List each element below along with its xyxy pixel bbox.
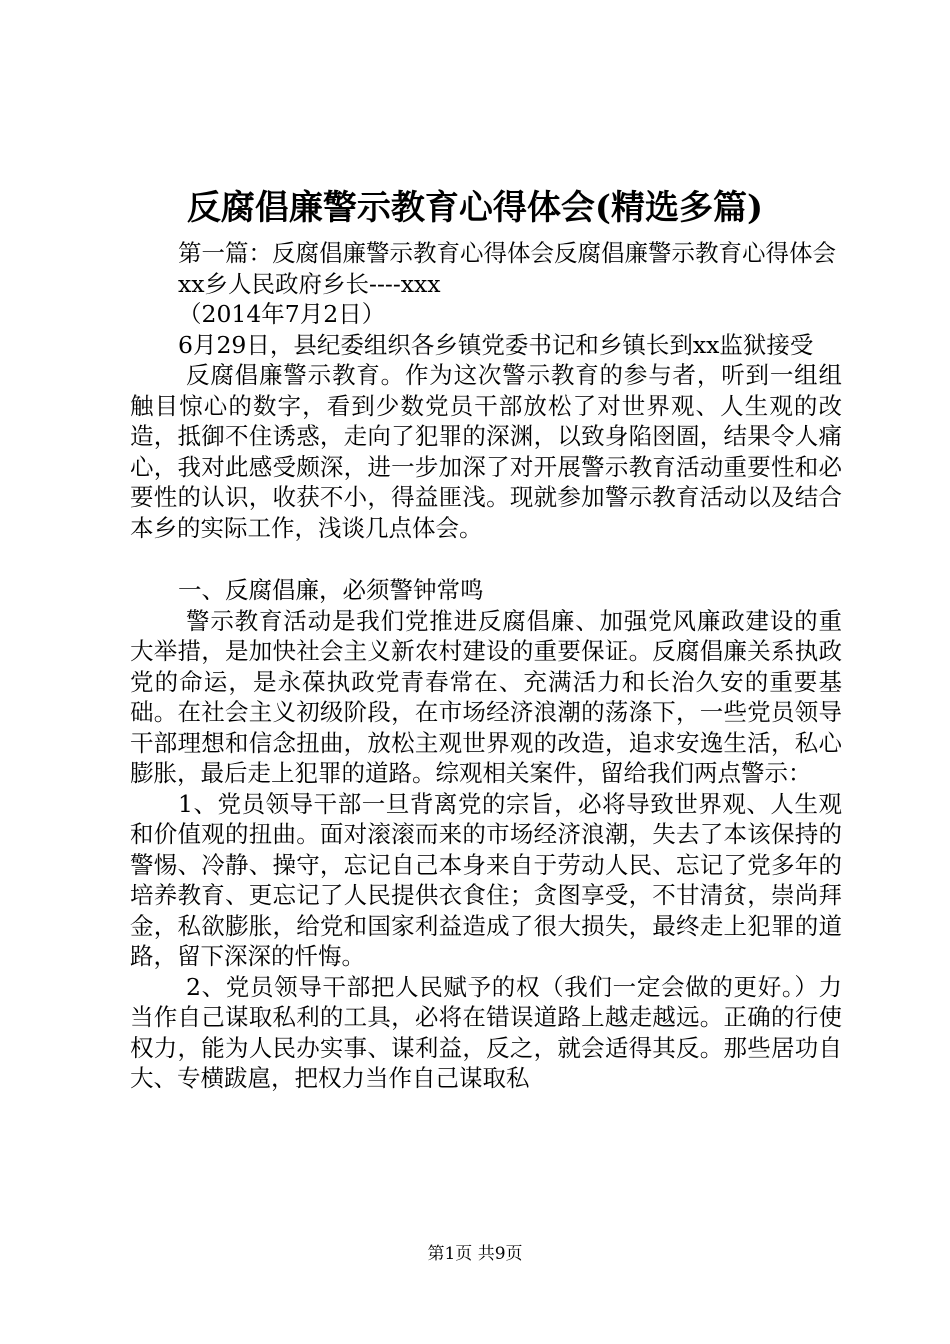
- paragraph-body: 反腐倡廉警示教育。作为这次警示教育的参与者，听到一组组触目惊心的数字，看到少数党员干部放松了对世界观、人生观的改造，抵御不住诱惑，走向了犯罪的深渊，以致身陷囹圄，结果令人痛心，我对此感受颇深，进一步加深了对开展警示教育活动重要性和必要性的认识，收获不小，得益匪浅。现就参加警示教育活动以及结合本乡的实际工作，浅谈几点体会。: [130, 361, 842, 542]
- paragraph-spacer: [130, 543, 842, 575]
- document-title: 反腐倡廉警示教育心得体会(精选多篇): [186, 188, 764, 228]
- paragraph-intro: 6月29日，县纪委组织各乡镇党委书记和乡镇长到xx监狱接受: [178, 330, 814, 359]
- page-footer: 第1页 共9页: [427, 1244, 523, 1264]
- section-heading: 一、反腐倡廉，必须警钟常鸣: [178, 576, 484, 604]
- paragraph-date-line: （2014年7月2日）: [178, 300, 386, 328]
- paragraph-chapter-heading: 第一篇：反腐倡廉警示教育心得体会反腐倡廉警示教育心得体会: [178, 239, 836, 267]
- paragraph-body: 警示教育活动是我们党推进反腐倡廉、加强党风廉政建设的重大举措，是加快社会主义新农村建设的重要保证。反腐倡廉关系执政党的命运，是永葆执政党青春常在、充满活力和长治久安的重要基础。在社会主义初级阶段，在市场经济浪潮的荡涤下，一些党员领导干部理想和信念扭曲，放松主观世界观的改造，追求安逸生活，私心膨胀，最后走上犯罪的道路。综观相关案件，留给我们两点警示：: [130, 606, 842, 787]
- paragraph-author-line: xx乡人民政府乡长----xxx: [178, 269, 441, 298]
- document-body: [130, 238, 842, 1094]
- paragraph-point-1: 1、党员领导干部一旦背离党的宗旨，必将导致世界观、人生观和价值观的扭曲。面对滚滚而来的市场经济浪潮，失去了本该保持的警惕、冷静、操守，忘记自己本身来自于劳动人民、忘记了党多年的培养教育、更忘记了人民提供衣食住；贪图享受，不甘清贫，崇尚拜金，私欲膨胀，给党和国家利益造成了很大损失，最终走上犯罪的道路，留下深深的忏悔。: [130, 789, 842, 970]
- paragraph-point-2: 2、党员领导干部把人民赋予的权（我们一定会做的更好。）力当作自己谋取私利的工具，必将在错误道路上越走越远。正确的行使权力，能为人民办实事、谋利益，反之，就会适得其反。那些居功自大、专横跋扈，把权力当作自己谋取私: [130, 972, 842, 1092]
